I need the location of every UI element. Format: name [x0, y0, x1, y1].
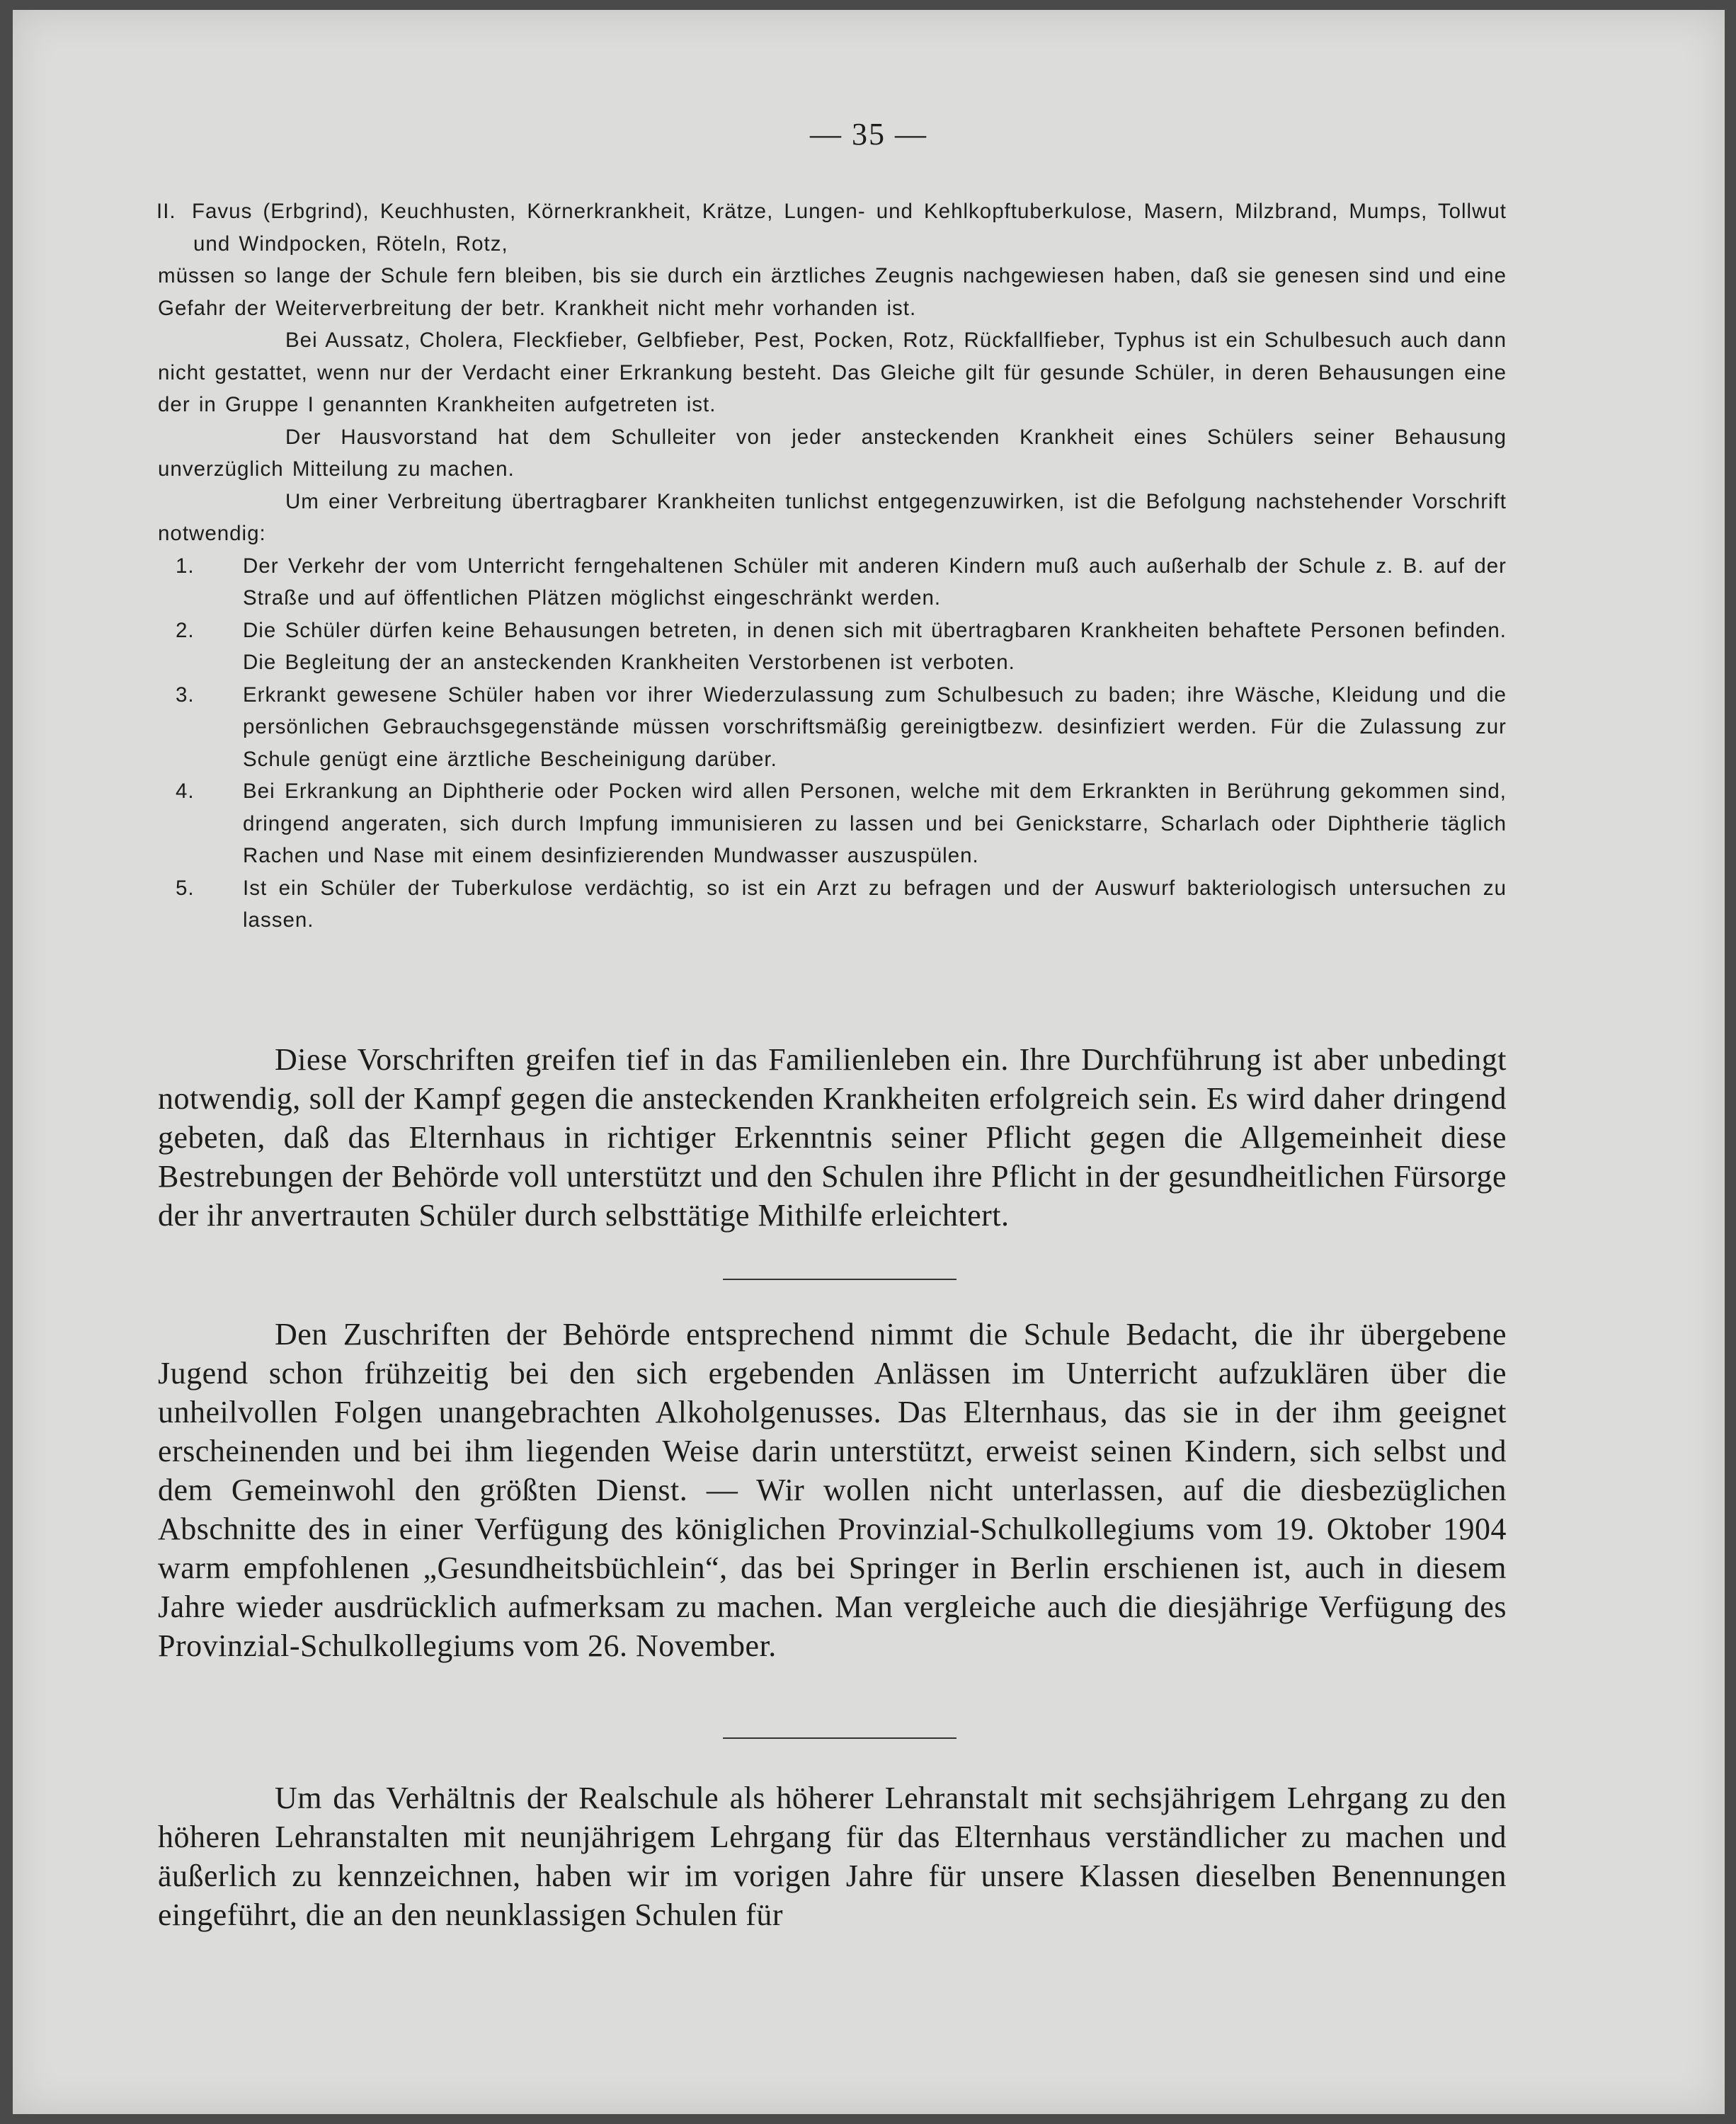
list-item — [176, 775, 1507, 872]
list-item-text: Der Verkehr der vom Unterricht ferngehaltenen Schüler mit anderen Kindern muß auch außerhalb der Schule z. B. auf der Straße und auf öffentlichen Plätzen möglichst eingeschränkt werden. — [243, 554, 1507, 610]
group-diseases: Favus (Erbgrind), Keuchhusten, Körnerkrankheit, Krätze, Lungen- und Kehlkopftuberkulose, Masern, Milzbrand, Mumps, Tollwut und Windpocken, Röteln, Rotz, — [192, 200, 1507, 256]
paragraph-severe-diseases: Bei Aussatz, Cholera, Fleckfieber, Gelbfieber, Pest, Pocken, Rotz, Rückfallfieber, Typhus ist ein Schulbesuch auch dann nicht gestattet, wenn nur der Verdacht einer Erkrankung besteht. Das Gleiche gilt für gesunde Schüler, in deren Behausungen eine der in Gruppe I genannten Krankheiten aufgetreten ist. — [158, 329, 1507, 416]
list-item — [176, 550, 1507, 615]
paragraph-text: Diese Vorschriften greifen tief in das Familienleben ein. Ihre Durchführung ist aber unbedingt notwendig, soll der Kampf gegen die ansteckenden Krankheiten erfolgreich sein. Es wird daher dringend gebeten, daß das Elternhaus in richtiger Erkenntnis seiner Pflicht gegen die Allgemeinheit diese Bestrebungen der Behörde voll unterstützt und den Schulen ihre Pflicht in der gesundheitlichen Fürsorge der ihr anvertrauten Schüler durch selbsttätige Mithilfe erleichtert. — [158, 1042, 1507, 1233]
list-item-number: 3. — [176, 683, 195, 707]
page-number: — 35 — — [810, 117, 927, 152]
list-item — [176, 872, 1507, 937]
list-item-text: Ist ein Schüler der Tuberkulose verdächtig, so ist ein Arzt zu befragen und der Auswurf bakteriologisch untersuchen zu lassen. — [243, 876, 1507, 932]
paragraph-text: Den Zuschriften der Behörde entsprechend nimmt die Schule Bedacht, die ihr übergebene Jugend schon frühzeitig bei den sich ergebenden Anlässen im Unterricht aufzuklären über die unheilvollen Folgen unangebrachten Alkoholgenusses. Das Elternhaus, das sie in der ihm geeignet erscheinenden und bei ihm liegenden Weise darin unterstützt, erweist seinen Kindern, sich selbst und dem Gemeinwohl den größten Dienst. — Wir wollen nicht unterlassen, auf die diesbezüglichen Abschnitte des in einer Verfügung des königlichen Provinzial-Schulkollegiums vom 19. Oktober 1904 warm empfohlenen „Gesundheitsbüchlein“, das bei Springer in Berlin erschienen ist, auch in diesem Jahre wieder ausdrücklich aufmerksam zu machen. Man vergleiche auch die diesjährige Verfügung des Provinzial-Schulkollegiums vom 26. November. — [158, 1317, 1507, 1663]
list-item-text: Die Schüler dürfen keine Behausungen betreten, in denen sich mit übertragbaren Krankheiten behaftete Personen befinden. Die Begleitung der an ansteckenden Krankheiten Verstorbenen ist verboten. — [243, 618, 1507, 674]
paragraph-exclusion: müssen so lange der Schule fern bleiben, bis sie durch ein ärztliches Zeugnis nachgewiesen haben, daß sie genesen sind und eine Gefahr der Weiterverbreitung der betr. Krankheit nicht mehr vorhanden ist. — [158, 264, 1507, 320]
section-divider — [723, 1279, 956, 1280]
body-paragraph-regulations — [158, 1040, 1507, 1235]
list-item — [176, 615, 1507, 679]
body-paragraph-realschule — [158, 1778, 1507, 1934]
paragraph-notification: Der Hausvorstand hat dem Schulleiter von jeder ansteckenden Krankheit eines Schülers seiner Behausung unverzüglich Mitteilung zu machen. — [158, 425, 1507, 481]
disease-group-2 — [158, 195, 1507, 260]
body-paragraph-alcohol — [158, 1315, 1507, 1665]
list-item — [176, 679, 1507, 776]
group-label: II. — [156, 200, 176, 223]
document-page — [13, 10, 1725, 2114]
list-item-text: Bei Erkrankung an Diphtherie oder Pocken wird allen Personen, welche mit dem Erkrankten in Berührung gekommen sind, dringend angeraten, sich durch Impfung immunisieren zu lassen und bei Genickstarre, Scharlach oder Diphtherie täglich Rachen und Nase mit einem desinfizierenden Mundwasser auszuspülen. — [243, 780, 1507, 867]
list-item-number: 1. — [176, 554, 195, 578]
list-item-number: 5. — [176, 876, 195, 900]
regulations-section — [158, 195, 1507, 937]
list-item-number: 4. — [176, 780, 195, 803]
list-item-number: 2. — [176, 618, 195, 642]
paragraph-text: Um das Verhältnis der Realschule als höherer Lehranstalt mit sechsjährigem Lehrgang zu den höheren Lehranstalten mit neunjährigem Lehrgang für das Elternhaus verständlicher zu machen und äußerlich zu kennzeichnen, haben wir im vorigen Jahre für unsere Klassen dieselben Benennungen eingeführt, die an den neunklassigen Schulen für — [158, 1781, 1507, 1932]
section-divider — [723, 1737, 956, 1739]
paragraph-prevention: Um einer Verbreitung übertragbarer Krankheiten tunlichst entgegenzuwirken, ist die Befolgung nachstehender Vorschrift notwendig: — [158, 489, 1507, 545]
rule-list — [176, 550, 1507, 937]
list-item-text: Erkrankt gewesene Schüler haben vor ihrer Wiederzulassung zum Schulbesuch zu baden; ihre Wäsche, Kleidung und die persönlichen Gebrauchsgegenstände müssen vorschriftsmäßig gereinigtbezw. desinfiziert werden. Für die Zulassung zur Schule genügt eine ärztliche Bescheinigung darüber. — [243, 683, 1507, 771]
